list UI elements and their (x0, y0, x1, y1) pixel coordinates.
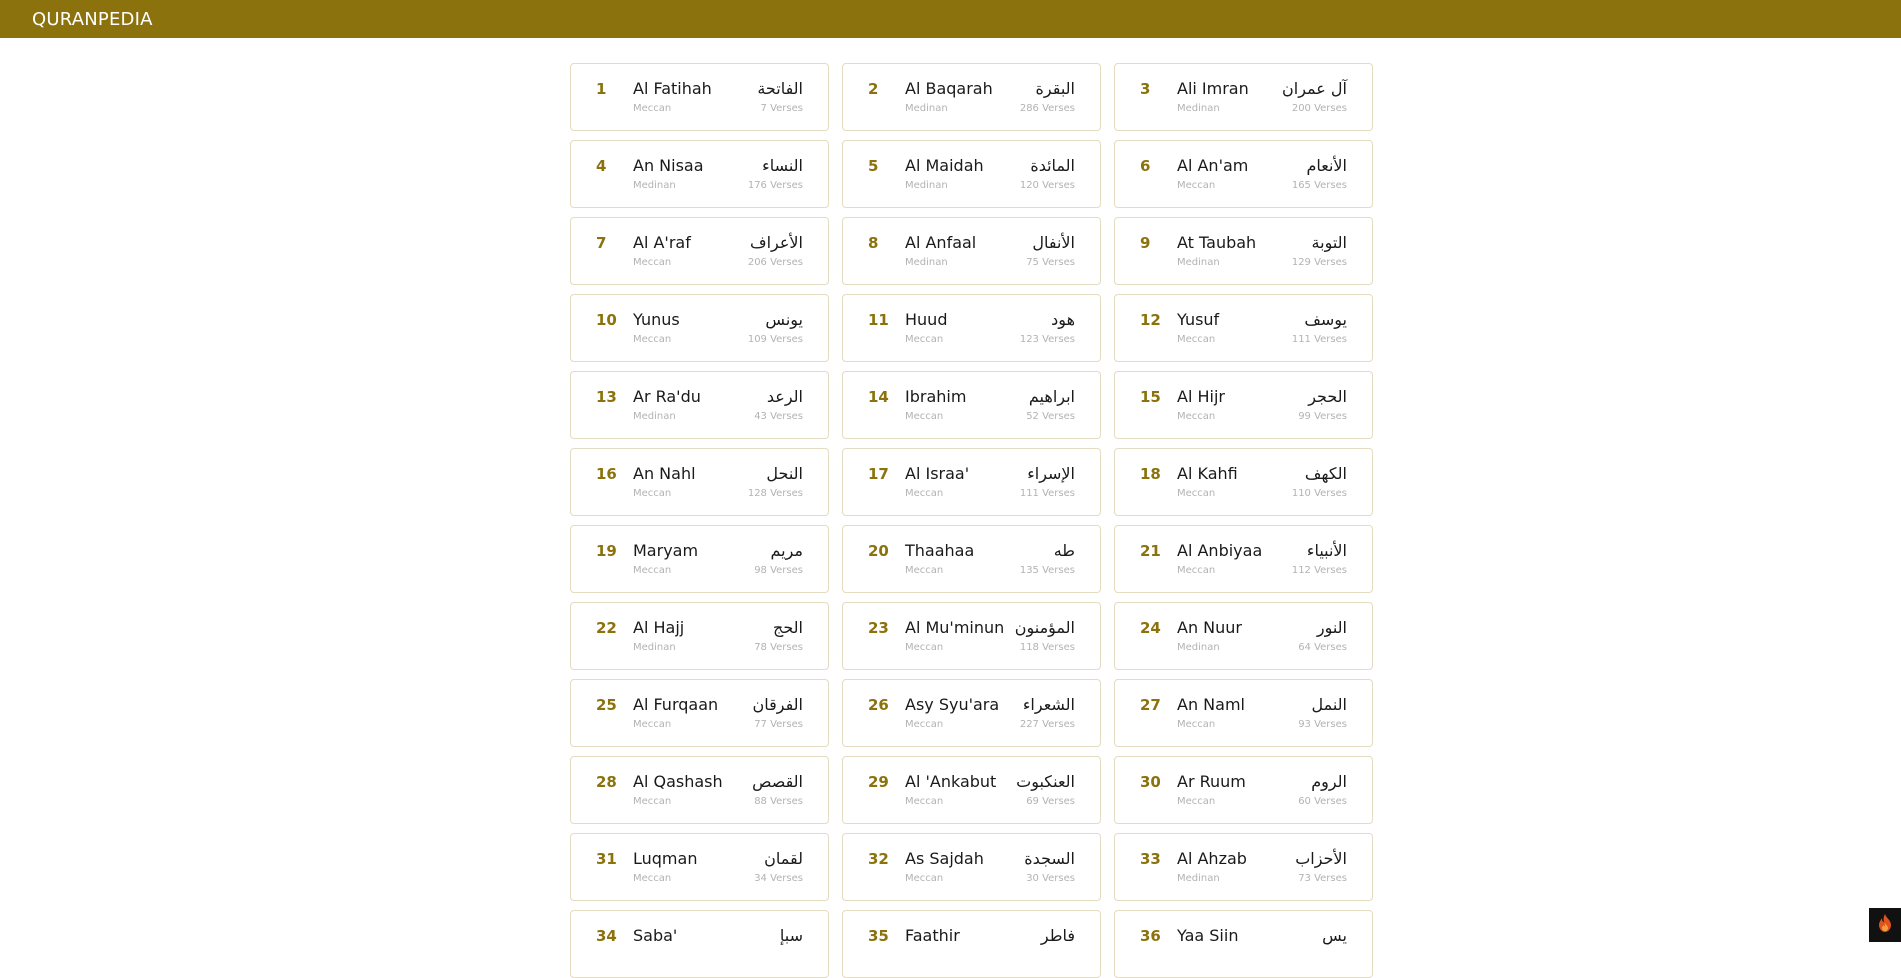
surah-card[interactable] (570, 833, 829, 901)
surah-card[interactable] (1114, 63, 1373, 131)
surah-verse-count: 88 Verses (754, 796, 803, 807)
surah-latin-name: Al Maidah (905, 156, 984, 175)
surah-verse-count: 111 Verses (1019, 488, 1075, 499)
surah-arabic-name: النور (1316, 618, 1347, 637)
surah-latin-name: Al Fatihah (633, 79, 712, 98)
surah-revelation-type: Medinan (633, 411, 676, 422)
surah-latin-name: Al Anfaal (905, 233, 977, 252)
surah-revelation-type: Meccan (633, 796, 672, 807)
surah-latin-name: Yunus (633, 310, 680, 329)
surah-number: 20 (868, 542, 889, 560)
surah-revelation-type: Meccan (633, 719, 672, 730)
surah-verse-count: 286 Verses (1019, 103, 1075, 114)
surah-verse-count: 227 Verses (1019, 719, 1075, 730)
surah-latin-name: Ar Ra'du (633, 387, 701, 406)
surah-latin-name: Yusuf (1177, 310, 1220, 329)
surah-number: 19 (596, 542, 617, 560)
surah-revelation-type: Meccan (905, 411, 944, 422)
surah-revelation-type: Meccan (1177, 411, 1216, 422)
surah-revelation-type: Meccan (905, 565, 944, 576)
surah-latin-name: Huud (905, 310, 948, 329)
surah-revelation-type: Meccan (1177, 565, 1216, 576)
surah-revelation-type: Meccan (633, 334, 672, 345)
surah-latin-name: An Nahl (633, 464, 696, 483)
surah-verse-count: 109 Verses (747, 334, 803, 345)
surah-card[interactable] (842, 910, 1101, 978)
surah-card[interactable] (570, 448, 829, 516)
surah-number: 14 (868, 388, 889, 406)
surah-revelation-type: Meccan (633, 103, 672, 114)
surah-revelation-type: Medinan (1177, 642, 1220, 653)
surah-card[interactable] (842, 140, 1101, 208)
surah-card[interactable] (1114, 679, 1373, 747)
surah-latin-name: Al An'am (1177, 156, 1249, 175)
surah-grid (570, 63, 1374, 978)
surah-revelation-type: Meccan (633, 488, 672, 499)
surah-number: 9 (1140, 234, 1151, 252)
surah-arabic-name: ابراهيم (1028, 387, 1075, 406)
surah-verse-count: 120 Verses (1019, 180, 1075, 191)
surah-card[interactable] (570, 679, 829, 747)
surah-arabic-name: الحجر (1308, 387, 1347, 406)
top-navbar (0, 0, 1901, 38)
surah-card[interactable] (1114, 910, 1373, 978)
surah-verse-count: 30 Verses (1026, 873, 1075, 884)
surah-card[interactable] (1114, 294, 1373, 362)
surah-verse-count: 7 Verses (760, 103, 803, 114)
surah-arabic-name: السجدة (1024, 849, 1075, 868)
surah-number: 27 (1140, 696, 1161, 714)
surah-revelation-type: Medinan (1177, 103, 1220, 114)
surah-latin-name: Al Hajj (633, 618, 685, 637)
surah-number: 31 (596, 850, 617, 868)
surah-arabic-name: لقمان (764, 849, 803, 868)
surah-card[interactable] (842, 602, 1101, 670)
surah-arabic-name: الأنفال (1032, 233, 1075, 252)
surah-revelation-type: Meccan (905, 873, 944, 884)
surah-revelation-type: Medinan (905, 257, 948, 268)
surah-revelation-type: Meccan (633, 257, 672, 268)
surah-verse-count: 111 Verses (1291, 334, 1347, 345)
surah-arabic-name: العنكبوت (1016, 772, 1075, 791)
surah-latin-name: Al Israa' (905, 464, 970, 483)
surah-number: 7 (596, 234, 607, 252)
surah-verse-count: 206 Verses (747, 257, 803, 268)
surah-verse-count: 78 Verses (754, 642, 803, 653)
surah-revelation-type: Medinan (905, 180, 948, 191)
surah-number: 6 (1140, 157, 1151, 175)
surah-arabic-name: سبإ (779, 926, 803, 945)
surah-card[interactable] (570, 63, 829, 131)
surah-card[interactable] (842, 371, 1101, 439)
surah-arabic-name: آل عمران (1282, 79, 1347, 98)
surah-latin-name: Al Ahzab (1177, 849, 1247, 868)
surah-number: 24 (1140, 619, 1161, 637)
surah-arabic-name: الحج (773, 618, 803, 637)
surah-revelation-type: Medinan (633, 180, 676, 191)
surah-revelation-type: Meccan (905, 488, 944, 499)
surah-arabic-name: هود (1051, 310, 1075, 329)
surah-verse-count: 176 Verses (747, 180, 803, 191)
surah-verse-count: 110 Verses (1291, 488, 1347, 499)
surah-number: 4 (596, 157, 607, 175)
surah-card[interactable] (570, 910, 829, 978)
surah-number: 17 (868, 465, 889, 483)
surah-latin-name: Faathir (905, 926, 960, 945)
surah-verse-count: 73 Verses (1298, 873, 1347, 884)
surah-arabic-name: الروم (1311, 772, 1347, 791)
surah-number: 11 (868, 311, 889, 329)
surah-latin-name: Al 'Ankabut (905, 772, 997, 791)
surah-revelation-type: Meccan (633, 565, 672, 576)
surah-card[interactable] (570, 371, 829, 439)
surah-revelation-type: Meccan (905, 796, 944, 807)
surah-latin-name: Saba' (633, 926, 678, 945)
surah-card[interactable] (1114, 602, 1373, 670)
surah-verse-count: 43 Verses (754, 411, 803, 422)
surah-card[interactable] (570, 602, 829, 670)
surah-latin-name: Ali Imran (1177, 79, 1249, 98)
surah-latin-name: Al Furqaan (633, 695, 719, 714)
surah-number: 13 (596, 388, 617, 406)
surah-arabic-name: يوسف (1304, 310, 1347, 329)
surah-revelation-type: Medinan (633, 642, 676, 653)
surah-latin-name: Al Qashash (633, 772, 723, 791)
surah-latin-name: Al Hijr (1177, 387, 1225, 406)
surah-arabic-name: النساء (762, 156, 803, 175)
surah-latin-name: An Naml (1177, 695, 1245, 714)
surah-arabic-name: الفرقان (752, 695, 803, 714)
surah-card[interactable] (1114, 140, 1373, 208)
surah-number: 2 (868, 80, 879, 98)
surah-card[interactable] (842, 679, 1101, 747)
surah-revelation-type: Meccan (1177, 334, 1216, 345)
surah-card[interactable] (570, 525, 829, 593)
surah-card[interactable] (842, 756, 1101, 824)
surah-number: 12 (1140, 311, 1161, 329)
surah-latin-name: Ibrahim (905, 387, 967, 406)
surah-number: 23 (868, 619, 889, 637)
surah-number: 30 (1140, 773, 1161, 791)
surah-number: 3 (1140, 80, 1151, 98)
surah-arabic-name: الإسراء (1027, 464, 1075, 483)
surah-arabic-name: الرعد (766, 387, 803, 406)
surah-number: 35 (868, 927, 889, 945)
surah-number: 16 (596, 465, 617, 483)
surah-verse-count: 135 Verses (1019, 565, 1075, 576)
surah-revelation-type: Medinan (1177, 873, 1220, 884)
surah-arabic-name: مريم (770, 541, 803, 560)
surah-arabic-name: يس (1322, 926, 1347, 945)
surah-revelation-type: Meccan (1177, 488, 1216, 499)
surah-latin-name: An Nuur (1177, 618, 1242, 637)
surah-latin-name: Al Mu'minun (905, 618, 1005, 637)
surah-revelation-type: Medinan (1177, 257, 1220, 268)
surah-card[interactable] (842, 63, 1101, 131)
surah-latin-name: Asy Syu'ara (905, 695, 1000, 714)
surah-latin-name: Thaahaa (905, 541, 975, 560)
surah-verse-count: 77 Verses (754, 719, 803, 730)
surah-latin-name: Al Kahfi (1177, 464, 1238, 483)
surah-revelation-type: Meccan (1177, 180, 1216, 191)
surah-card[interactable] (570, 140, 829, 208)
surah-card[interactable] (842, 448, 1101, 516)
surah-verse-count: 165 Verses (1291, 180, 1347, 191)
surah-latin-name: At Taubah (1177, 233, 1257, 252)
surah-number: 36 (1140, 927, 1161, 945)
surah-revelation-type: Medinan (905, 103, 948, 114)
surah-verse-count: 99 Verses (1298, 411, 1347, 422)
surah-verse-count: 200 Verses (1291, 103, 1347, 114)
surah-number: 25 (596, 696, 617, 714)
surah-arabic-name: فاطر (1040, 926, 1075, 945)
surah-latin-name: Al Anbiyaa (1177, 541, 1263, 560)
surah-card[interactable] (1114, 833, 1373, 901)
surah-arabic-name: الشعراء (1022, 695, 1075, 714)
surah-revelation-type: Meccan (1177, 796, 1216, 807)
surah-number: 29 (868, 773, 889, 791)
surah-latin-name: Al Baqarah (905, 79, 993, 98)
surah-arabic-name: الأعراف (750, 233, 803, 252)
surah-latin-name: As Sajdah (905, 849, 984, 868)
surah-arabic-name: المائدة (1030, 156, 1075, 175)
app-title-link[interactable]: QURANPEDIA (32, 9, 153, 30)
surah-number: 26 (868, 696, 889, 714)
surah-latin-name: Maryam (633, 541, 699, 560)
surah-verse-count: 128 Verses (747, 488, 803, 499)
surah-arabic-name: الأنعام (1306, 156, 1347, 175)
surah-arabic-name: النمل (1311, 695, 1347, 714)
surah-number: 32 (868, 850, 889, 868)
surah-verse-count: 112 Verses (1291, 565, 1347, 576)
surah-verse-count: 118 Verses (1019, 642, 1075, 653)
surah-arabic-name: الفاتحة (757, 79, 803, 98)
surah-verse-count: 75 Verses (1026, 257, 1075, 268)
surah-latin-name: Luqman (633, 849, 698, 868)
surah-verse-count: 69 Verses (1026, 796, 1075, 807)
surah-arabic-name: الكهف (1304, 464, 1347, 483)
surah-latin-name: Ar Ruum (1177, 772, 1246, 791)
surah-card[interactable] (1114, 525, 1373, 593)
flame-icon (1878, 914, 1892, 936)
surah-number: 33 (1140, 850, 1161, 868)
surah-number: 34 (596, 927, 617, 945)
surah-arabic-name: التوبة (1311, 233, 1347, 252)
surah-verse-count: 52 Verses (1026, 411, 1075, 422)
surah-arabic-name: الأحزاب (1295, 849, 1347, 868)
surah-arabic-name: يونس (765, 310, 803, 329)
surah-number: 10 (596, 311, 617, 329)
surah-verse-count: 129 Verses (1291, 257, 1347, 268)
surah-number: 15 (1140, 388, 1161, 406)
surah-card[interactable] (842, 525, 1101, 593)
surah-revelation-type: Meccan (905, 719, 944, 730)
surah-card[interactable] (1114, 756, 1373, 824)
surah-card[interactable] (570, 294, 829, 362)
surah-latin-name: Yaa Siin (1177, 926, 1239, 945)
surah-revelation-type: Meccan (905, 642, 944, 653)
surah-verse-count: 60 Verses (1298, 796, 1347, 807)
surah-arabic-name: طه (1053, 541, 1075, 560)
surah-arabic-name: المؤمنون (1014, 618, 1075, 637)
surah-number: 18 (1140, 465, 1161, 483)
surah-verse-count: 64 Verses (1298, 642, 1347, 653)
surah-arabic-name: النحل (766, 464, 803, 483)
surah-verse-count: 98 Verses (754, 565, 803, 576)
surah-card[interactable] (1114, 448, 1373, 516)
surah-card[interactable] (842, 833, 1101, 901)
surah-card[interactable] (842, 217, 1101, 285)
surah-number: 28 (596, 773, 617, 791)
surah-verse-count: 93 Verses (1298, 719, 1347, 730)
surah-revelation-type: Meccan (633, 873, 672, 884)
surah-number: 5 (868, 157, 879, 175)
surah-arabic-name: القصص (752, 772, 803, 791)
surah-revelation-type: Meccan (1177, 719, 1216, 730)
surah-verse-count: 123 Verses (1019, 334, 1075, 345)
surah-card[interactable] (570, 756, 829, 824)
surah-card[interactable] (1114, 371, 1373, 439)
surah-number: 1 (596, 80, 607, 98)
surah-latin-name: Al A'raf (633, 233, 691, 252)
surah-number: 22 (596, 619, 617, 637)
surah-arabic-name: البقرة (1035, 79, 1075, 98)
corner-action-button[interactable] (1869, 908, 1901, 942)
surah-arabic-name: الأنبياء (1306, 541, 1347, 560)
surah-revelation-type: Meccan (905, 334, 944, 345)
surah-card[interactable] (1114, 217, 1373, 285)
surah-card[interactable] (570, 217, 829, 285)
surah-latin-name: An Nisaa (633, 156, 704, 175)
surah-number: 8 (868, 234, 879, 252)
surah-number: 21 (1140, 542, 1161, 560)
surah-verse-count: 34 Verses (754, 873, 803, 884)
surah-card[interactable] (842, 294, 1101, 362)
